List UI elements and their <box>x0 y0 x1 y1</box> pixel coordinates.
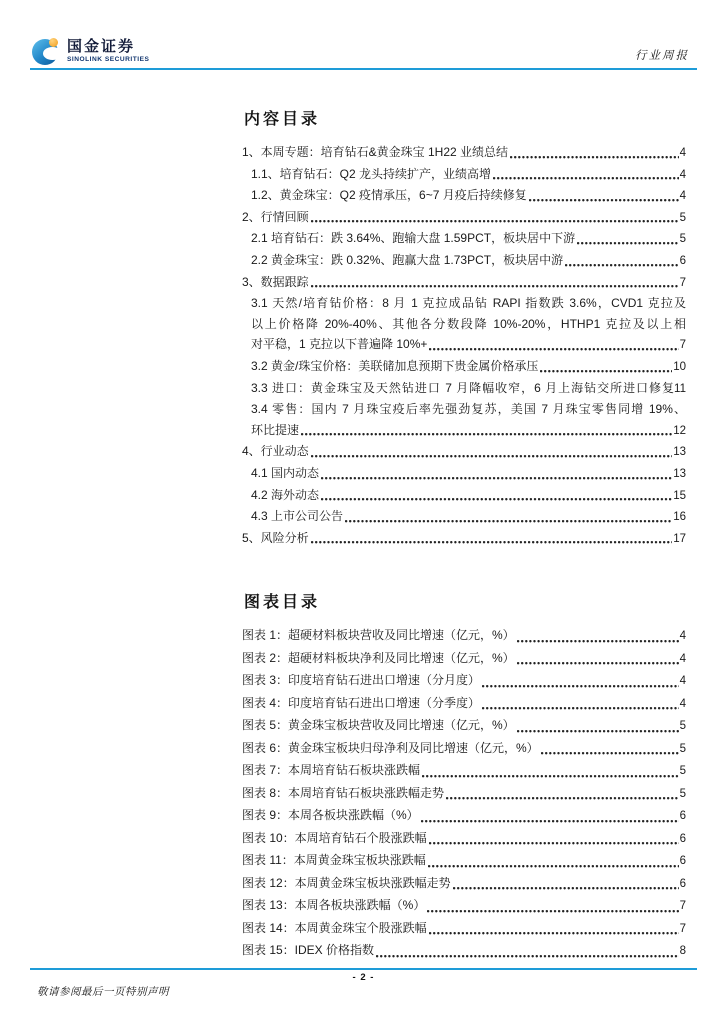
toc-entry[interactable] <box>242 463 686 485</box>
figure-page-number: 6 <box>679 810 686 823</box>
toc-entry-text: 4.2 海外动态 <box>251 487 320 502</box>
report-type-label: 行业周报 <box>635 50 689 62</box>
toc-entry[interactable] <box>242 185 686 207</box>
logo-white-notch <box>43 47 62 60</box>
figure-page-number: 8 <box>679 945 686 958</box>
toc-page-number: 5 <box>679 233 686 246</box>
figure-page-number: 5 <box>679 742 686 755</box>
dotted-leader <box>321 497 672 503</box>
toc-entry-text-line: 以上价格降 20%-40%、其他各分数段降 10%-20%，HTHP1 克拉及以上相 <box>251 316 686 331</box>
toc-entry-text: 4、行业动态 <box>242 444 309 459</box>
figure-entry-text: 图表 4：印度培育钻石进出口增速（分季度） <box>242 695 481 710</box>
content-column <box>242 106 686 963</box>
toc-page-number: 5 <box>679 211 686 224</box>
dotted-leader <box>428 864 679 870</box>
figure-page-number: 6 <box>679 832 686 845</box>
toc-entry-text-line: 3.1 天然/培育钻价格：8 月 1 克拉成品钻 RAPI 指数跌 3.6%，CVD1 克拉及 <box>251 296 686 311</box>
dotted-leader <box>429 931 679 937</box>
toc-entry-last-line <box>251 356 686 378</box>
figure-page-number: 4 <box>679 675 686 688</box>
toc-entry-last-line <box>242 528 686 550</box>
figure-entry-text: 图表 14：本周黄金珠宝个股涨跌幅 <box>242 920 427 935</box>
toc-entry[interactable] <box>242 142 686 164</box>
toc-entry-last-line <box>251 378 686 400</box>
figure-entry[interactable] <box>242 760 686 783</box>
dotted-leader <box>517 639 679 645</box>
toc-page-number: 11 <box>674 382 686 395</box>
dotted-leader <box>540 369 672 375</box>
toc-entry-text-line: 3.4 零售：国内 7 月珠宝疫后率先强劲复苏，美国 7 月珠宝零售同增 19%、 <box>251 402 686 417</box>
figure-entry-text: 图表 11：本周黄金珠宝板块涨跌幅 <box>242 853 426 868</box>
dotted-leader <box>493 176 679 182</box>
figure-entry-text: 图表 12：本周黄金珠宝板块涨跌幅走势 <box>242 875 451 890</box>
toc-page-number: 6 <box>679 254 686 267</box>
figure-page-number: 6 <box>679 877 686 890</box>
figure-entry-text: 图表 2：超硬材料板块净利及同比增速（亿元，%） <box>242 650 515 665</box>
figure-entry[interactable] <box>242 715 686 738</box>
figure-entry[interactable] <box>242 625 686 648</box>
footer-disclaimer: 敬请参阅最后一页特别声明 <box>37 987 169 998</box>
figure-entry[interactable] <box>242 670 686 693</box>
figure-entry[interactable] <box>242 648 686 671</box>
toc-entry[interactable] <box>242 293 686 356</box>
dotted-leader <box>577 241 679 247</box>
toc-page-number: 13 <box>673 446 686 459</box>
footer-divider <box>30 968 697 970</box>
toc-entry[interactable] <box>242 378 686 400</box>
dotted-leader <box>517 661 679 667</box>
toc-entry-last-line <box>251 420 686 442</box>
toc-entry-last-line <box>251 228 686 250</box>
toc-page-number: 13 <box>673 467 686 480</box>
toc-entry-last-line <box>242 272 686 294</box>
toc-entry[interactable] <box>242 399 686 441</box>
figure-entry[interactable] <box>242 783 686 806</box>
toc-page-number: 7 <box>679 339 686 352</box>
toc-entry-text: 3.2 黄金/珠宝价格：美联储加息预期下贵金属价格承压 <box>251 358 539 373</box>
toc-page-number: 4 <box>679 168 686 181</box>
toc-entry[interactable] <box>242 272 686 294</box>
figure-entry-text: 图表 9：本周各板块涨跌幅（%） <box>242 808 419 823</box>
figure-entry-text: 图表 3：印度培育钻石进出口增速（分月度） <box>242 673 481 688</box>
toc-title: 内容目录 <box>244 111 321 128</box>
figures-title: 图表目录 <box>244 594 321 612</box>
toc-entry-last-line <box>251 334 686 356</box>
toc-entry-text: 1.1、培育钻石：Q2 龙头持续扩产，业绩高增 <box>251 166 492 181</box>
toc-page-number: 12 <box>673 424 686 437</box>
toc-entry[interactable] <box>242 441 686 463</box>
toc-entry[interactable] <box>242 528 686 550</box>
figure-page-number: 5 <box>679 787 686 800</box>
toc-entry[interactable] <box>242 506 686 528</box>
dotted-leader <box>529 198 679 204</box>
toc-entry-text: 4.3 上市公司公告 <box>251 509 344 524</box>
figure-page-number: 7 <box>679 922 686 935</box>
toc-entry[interactable] <box>242 250 686 272</box>
dotted-leader <box>446 796 679 802</box>
toc-entry-last-line <box>251 485 686 507</box>
dotted-leader <box>482 706 679 712</box>
brand-name-en: SINOLINK SECURITIES <box>67 56 150 64</box>
dotted-leader <box>345 519 672 525</box>
dotted-leader <box>311 540 673 546</box>
toc-page-number: 15 <box>673 489 686 502</box>
toc-entry-last-line <box>242 441 686 463</box>
dotted-leader <box>429 841 679 847</box>
figure-page-number: 4 <box>679 697 686 710</box>
toc-page-number: 16 <box>673 511 686 524</box>
figure-page-number: 6 <box>679 855 686 868</box>
figures-section <box>242 589 686 963</box>
dotted-leader <box>311 454 673 460</box>
figure-entry[interactable] <box>242 693 686 716</box>
dotted-leader <box>453 886 679 892</box>
figure-entry[interactable] <box>242 805 686 828</box>
toc-entry-last-line <box>251 164 686 186</box>
toc-entry-last-line <box>242 142 686 164</box>
figure-page-number: 7 <box>679 900 686 913</box>
figure-page-number: 4 <box>679 630 686 643</box>
figure-entry[interactable] <box>242 873 686 896</box>
toc-entry-text: 3.3 进口：黄金珠宝及天然钻进口 7 月降幅收窄，6 月上海钻交所进口修复 <box>251 380 675 395</box>
toc-entry-last-line <box>251 250 686 272</box>
toc-entry[interactable] <box>242 485 686 507</box>
dotted-leader <box>510 155 679 161</box>
toc-entry-text: 3、数据跟踪 <box>242 274 309 289</box>
dotted-leader <box>321 476 672 482</box>
toc-entry-text: 2.1 培育钻石：跌 3.64%、跑输大盘 1.59PCT，板块居中下游 <box>251 231 576 246</box>
dotted-leader <box>427 909 678 915</box>
figure-page-number: 5 <box>679 765 686 778</box>
dotted-leader <box>311 284 679 290</box>
toc-entry-text: 1.2、黄金珠宝：Q2 疫情承压，6~7 月疫后持续修复 <box>251 188 527 203</box>
figure-entry-text: 图表 7：本周培育钻石板块涨跌幅 <box>242 763 421 778</box>
dotted-leader <box>482 684 679 690</box>
brand-name-cn: 国金证券 <box>67 38 136 56</box>
toc-entry-text: 1、本周专题：培育钻石&黄金珠宝 1H22 业绩总结 <box>242 145 509 159</box>
toc-entry-last-line <box>251 185 686 207</box>
figure-entry[interactable] <box>242 918 686 941</box>
toc-page-number: 10 <box>673 360 686 373</box>
toc-entry-text: 2.2 黄金珠宝：跌 0.32%、跑赢大盘 1.73PCT，板块居中游 <box>251 252 564 267</box>
sinolink-logo-icon <box>32 38 60 65</box>
toc-entry[interactable] <box>242 228 686 250</box>
dotted-leader <box>422 774 679 780</box>
figure-entry-text: 图表 10：本周培育钻石个股涨跌幅 <box>242 830 427 845</box>
toc-entry[interactable] <box>242 164 686 186</box>
figure-entry[interactable] <box>242 828 686 851</box>
figure-entry-text: 图表 8：本周培育钻石板块涨跌幅走势 <box>242 785 445 800</box>
brand-text <box>67 39 149 64</box>
company-logo <box>32 38 149 65</box>
figure-entry-text: 图表 6：黄金珠宝板块归母净利及同比增速（亿元，%） <box>242 740 539 755</box>
dotted-leader <box>376 954 679 960</box>
page-header <box>30 36 697 70</box>
toc-page-number: 4 <box>679 147 686 159</box>
toc-page-number: 17 <box>673 532 686 545</box>
dotted-leader <box>565 263 679 269</box>
toc-entry-last-line <box>242 207 686 229</box>
toc-entry-text: 对平稳，1 克拉以下普遍降 10%+ <box>251 337 428 352</box>
toc-entry[interactable] <box>242 207 686 229</box>
figures-list <box>242 625 686 963</box>
dotted-leader <box>429 347 678 353</box>
figure-entry-text: 图表 5：黄金珠宝板块营收及同比增速（亿元，%） <box>242 718 515 733</box>
dotted-leader <box>517 729 679 735</box>
logo-orange-dot <box>49 38 58 47</box>
toc-entry-text: 2、行情回顾 <box>242 209 309 224</box>
figure-entry[interactable] <box>242 850 686 873</box>
figure-entry[interactable] <box>242 940 686 963</box>
figure-entry[interactable] <box>242 895 686 918</box>
dotted-leader <box>421 819 679 825</box>
figure-entry[interactable] <box>242 738 686 761</box>
dotted-leader <box>311 219 679 225</box>
dotted-leader <box>541 751 679 757</box>
toc-entry-text: 4.1 国内动态 <box>251 465 320 480</box>
figure-entry-text: 图表 13：本周各板块涨跌幅（%） <box>242 898 426 913</box>
figure-page-number: 5 <box>679 720 686 733</box>
dotted-leader <box>301 432 672 438</box>
toc-entry[interactable] <box>242 356 686 378</box>
toc-page-number: 4 <box>679 190 686 203</box>
toc-entry-text: 5、风险分析 <box>242 530 309 545</box>
toc-page-number: 7 <box>679 276 686 289</box>
figure-entry-text: 图表 15：IDEX 价格指数 <box>242 943 375 958</box>
figure-page-number: 4 <box>679 652 686 665</box>
toc-entry-last-line <box>251 506 686 528</box>
toc-list <box>242 142 686 549</box>
toc-entry-text: 环比提速 <box>251 422 300 437</box>
toc-entry-last-line <box>251 463 686 485</box>
figure-entry-text: 图表 1：超硬材料板块营收及同比增速（亿元，%） <box>242 628 515 643</box>
page-number: - 2 - <box>352 972 375 983</box>
